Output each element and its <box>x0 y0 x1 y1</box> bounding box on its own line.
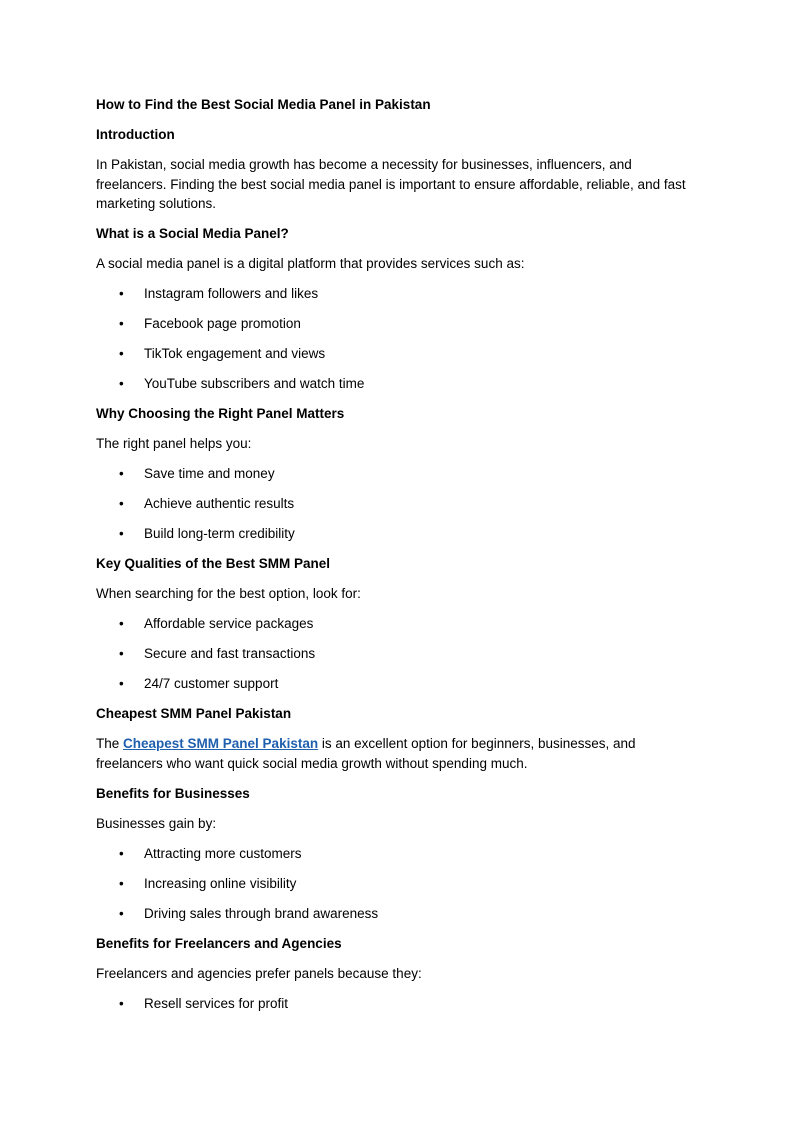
list-item-text: 24/7 customer support <box>144 676 279 691</box>
why-list <box>96 464 706 544</box>
bullet-icon: • <box>119 466 124 481</box>
list-item <box>96 644 706 664</box>
qualities-list <box>96 614 706 694</box>
cheapest-smm-panel-link[interactable]: Cheapest SMM Panel Pakistan <box>123 736 319 751</box>
section-heading-cheapest: Cheapest SMM Panel Pakistan <box>96 706 292 721</box>
list-item-text: Build long-term credibility <box>144 526 295 541</box>
why-paragraph: The right panel helps you: <box>96 436 252 451</box>
list-item <box>96 494 706 514</box>
list-item <box>96 314 706 334</box>
freelancers-list <box>96 994 706 1014</box>
bullet-icon: • <box>119 995 124 1011</box>
list-item-text: Achieve authentic results <box>144 496 295 511</box>
document-page <box>96 95 706 1024</box>
list-item-text: Increasing online visibility <box>144 875 297 891</box>
list-item-text: Secure and fast transactions <box>144 646 316 661</box>
list-item-text: Instagram followers and likes <box>144 286 319 301</box>
cheapest-paragraph <box>96 734 706 773</box>
bullet-icon: • <box>119 646 124 661</box>
list-item-text: Driving sales through brand awareness <box>144 905 379 921</box>
list-item <box>96 994 706 1014</box>
bullet-icon: • <box>119 376 124 391</box>
section-heading-introduction: Introduction <box>96 127 175 142</box>
businesses-paragraph: Businesses gain by: <box>96 815 217 831</box>
what-is-list <box>96 284 706 394</box>
bullet-icon: • <box>119 316 124 331</box>
list-item-text: TikTok engagement and views <box>144 346 326 361</box>
list-item <box>96 904 706 924</box>
cheapest-text-after: is an excellent option for beginners, businesses, and freelancers who want quick social media growth without spending much. <box>96 736 636 771</box>
list-item <box>96 674 706 694</box>
freelancers-paragraph: Freelancers and agencies prefer panels because they: <box>96 965 422 981</box>
section-heading-what-is: What is a Social Media Panel? <box>96 226 289 241</box>
list-item <box>96 874 706 894</box>
cheapest-text-before: The <box>96 736 124 751</box>
list-item <box>96 374 706 394</box>
bullet-icon: • <box>119 496 124 511</box>
bullet-icon: • <box>119 845 124 861</box>
introduction-paragraph: In Pakistan, social media growth has become a necessity for businesses, influencers, and freelancers. Finding the best social media panel is important to ensure affordable, reliable, and fast marketing solutions. <box>96 157 686 211</box>
list-item <box>96 614 706 634</box>
what-is-paragraph: A social media panel is a digital platform that provides services such as: <box>96 256 525 271</box>
section-heading-businesses: Benefits for Businesses <box>96 785 250 801</box>
bullet-icon: • <box>119 905 124 921</box>
section-heading-qualities: Key Qualities of the Best SMM Panel <box>96 556 331 571</box>
list-item-text: Facebook page promotion <box>144 316 301 331</box>
businesses-list <box>96 844 706 924</box>
bullet-icon: • <box>119 346 124 361</box>
list-item <box>96 464 706 484</box>
list-item-text: Affordable service packages <box>144 616 314 631</box>
list-item <box>96 524 706 544</box>
list-item-text: YouTube subscribers and watch time <box>144 376 365 391</box>
list-item-text: Attracting more customers <box>144 845 302 861</box>
bullet-icon: • <box>119 676 124 691</box>
list-item-text: Resell services for profit <box>144 995 289 1011</box>
bullet-icon: • <box>119 286 124 301</box>
bullet-icon: • <box>119 875 124 891</box>
list-item <box>96 284 706 304</box>
section-heading-why: Why Choosing the Right Panel Matters <box>96 406 345 421</box>
list-item <box>96 844 706 864</box>
section-heading-freelancers: Benefits for Freelancers and Agencies <box>96 935 342 951</box>
document-title: How to Find the Best Social Media Panel in Pakistan <box>96 97 431 112</box>
qualities-paragraph: When searching for the best option, look for: <box>96 586 361 601</box>
list-item-text: Save time and money <box>144 466 275 481</box>
list-item <box>96 344 706 364</box>
bullet-icon: • <box>119 526 124 541</box>
bullet-icon: • <box>119 616 124 631</box>
